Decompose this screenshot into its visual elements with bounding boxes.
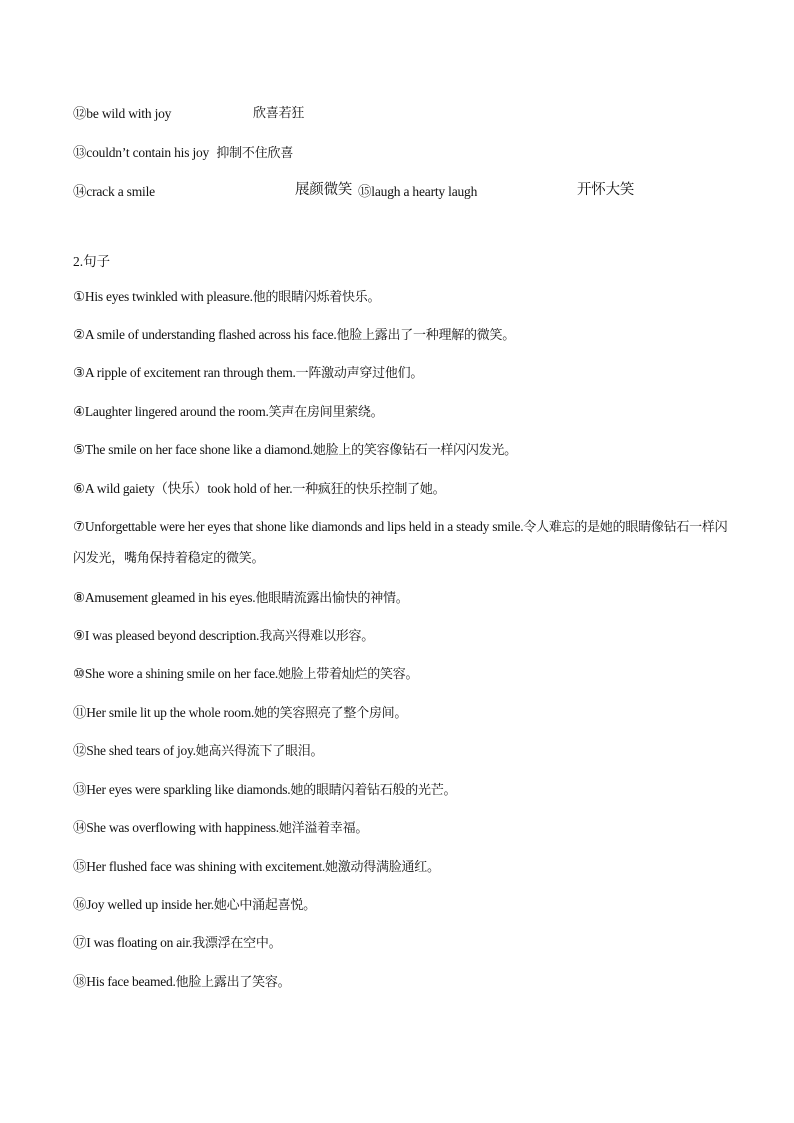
phrase-en: ⑬couldn’t contain his joy [73,145,210,160]
sentence-zh: 他脸上露出了一种理解的微笑。 [336,328,516,343]
sentence-zh: 她激动得满脸通红。 [325,860,440,875]
phrase-zh: 抑制不住欣喜 [216,146,294,161]
phrase-zh: 展颜微笑 [295,182,353,198]
phrase-en-2: ⑮laugh a hearty laugh [358,184,478,199]
sentence-en: ⑩She wore a shining smile on her face. [73,666,279,681]
sentence-en: ⑥A wild gaiety（快乐）took hold of her. [73,481,293,496]
sentence-5 [73,435,733,466]
sentence-en: ③A ripple of excitement ran through them. [73,365,296,380]
sentence-11 [73,698,733,729]
phrase-en: ⑭crack a smile [73,184,155,199]
sentence-13 [73,775,733,806]
phrase-zh: 欣喜若狂 [253,106,305,121]
phrase-12 [73,102,305,122]
phrase-en: ⑫be wild with joy [73,106,172,121]
sentence-en: ②A smile of understanding flashed across his face. [73,327,337,342]
sentence-zh: 笑声在房间里萦绕。 [268,405,384,420]
sentence-zh: 令人难忘的是她的眼睛像钻石一样闪闪发光，嘴角保持着稳定的微笑。 [73,520,728,566]
sentence-en: ⑬Her eyes were sparkling like diamonds. [73,782,291,797]
sentence-3 [73,358,733,389]
sentence-zh: 他的眼睛闪烁着快乐。 [252,290,381,305]
sentence-en: ⑯Joy welled up inside her. [73,897,214,912]
sentence-en: ⑤The smile on her face shone like a diamond. [73,442,313,457]
section-heading: 2.句子 [73,254,111,269]
sentence-zh: 我高兴得难以形容。 [259,629,374,644]
sentence-17 [73,928,733,959]
sentence-en: ⑧Amusement gleamed in his eyes. [73,590,256,605]
sentence-16 [73,890,733,921]
sentence-zh: 我漂浮在空中。 [192,936,282,951]
sentence-10 [73,659,733,690]
sentence-9 [73,621,733,652]
sentence-en: ⑨I was pleased beyond description. [73,628,260,643]
sentence-en: ④Laughter lingered around the room. [73,404,269,419]
phrase-14-15 [73,178,673,200]
sentence-en: ⑦Unforgettable were her eyes that shone like diamonds and lips held in a steady smile. [73,519,524,534]
sentence-18 [73,967,733,998]
sentence-en: ①His eyes twinkled with pleasure. [73,289,253,304]
phrase-zh-2: 开怀大笑 [577,182,635,198]
sentence-zh: 她的笑容照亮了整个房间。 [254,706,408,721]
sentence-6 [73,474,733,505]
sentence-14 [73,813,733,844]
sentence-zh: 他眼睛流露出愉快的神情。 [255,591,409,606]
sentence-zh: 她洋溢着幸福。 [278,821,369,836]
sentence-en: ⑭She was overflowing with happiness. [73,820,279,835]
sentence-4 [73,397,733,428]
sentence-zh: 她心中涌起喜悦。 [213,898,316,913]
sentence-7 [73,512,733,574]
sentence-en: ⑱His face beamed. [73,974,176,989]
sentence-zh: 她的眼睛闪着钻石般的光芒。 [290,783,457,798]
sentence-1 [73,282,733,313]
sentence-zh: 她脸上的笑容像钻石一样闪闪发光。 [312,443,517,458]
sentence-en: ⑫She shed tears of joy. [73,743,196,758]
sentence-2 [73,320,733,351]
phrase-13 [73,141,293,161]
sentence-zh: 一种疯狂的快乐控制了她。 [292,482,446,497]
sentence-en: ⑮Her flushed face was shining with excitement. [73,859,326,874]
sentence-en: ⑰I was floating on air. [73,935,193,950]
sentence-zh: 她高兴得流下了眼泪。 [195,744,324,759]
sentence-15 [73,852,733,883]
sentence-zh: 她脸上带着灿烂的笑容。 [278,667,419,682]
sentence-8 [73,583,733,614]
sentence-zh: 他脸上露出了笑容。 [175,975,291,990]
sentence-12 [73,736,733,767]
sentence-zh: 一阵激动声穿过他们。 [295,366,424,381]
sentence-en: ⑪Her smile lit up the whole room. [73,705,255,720]
